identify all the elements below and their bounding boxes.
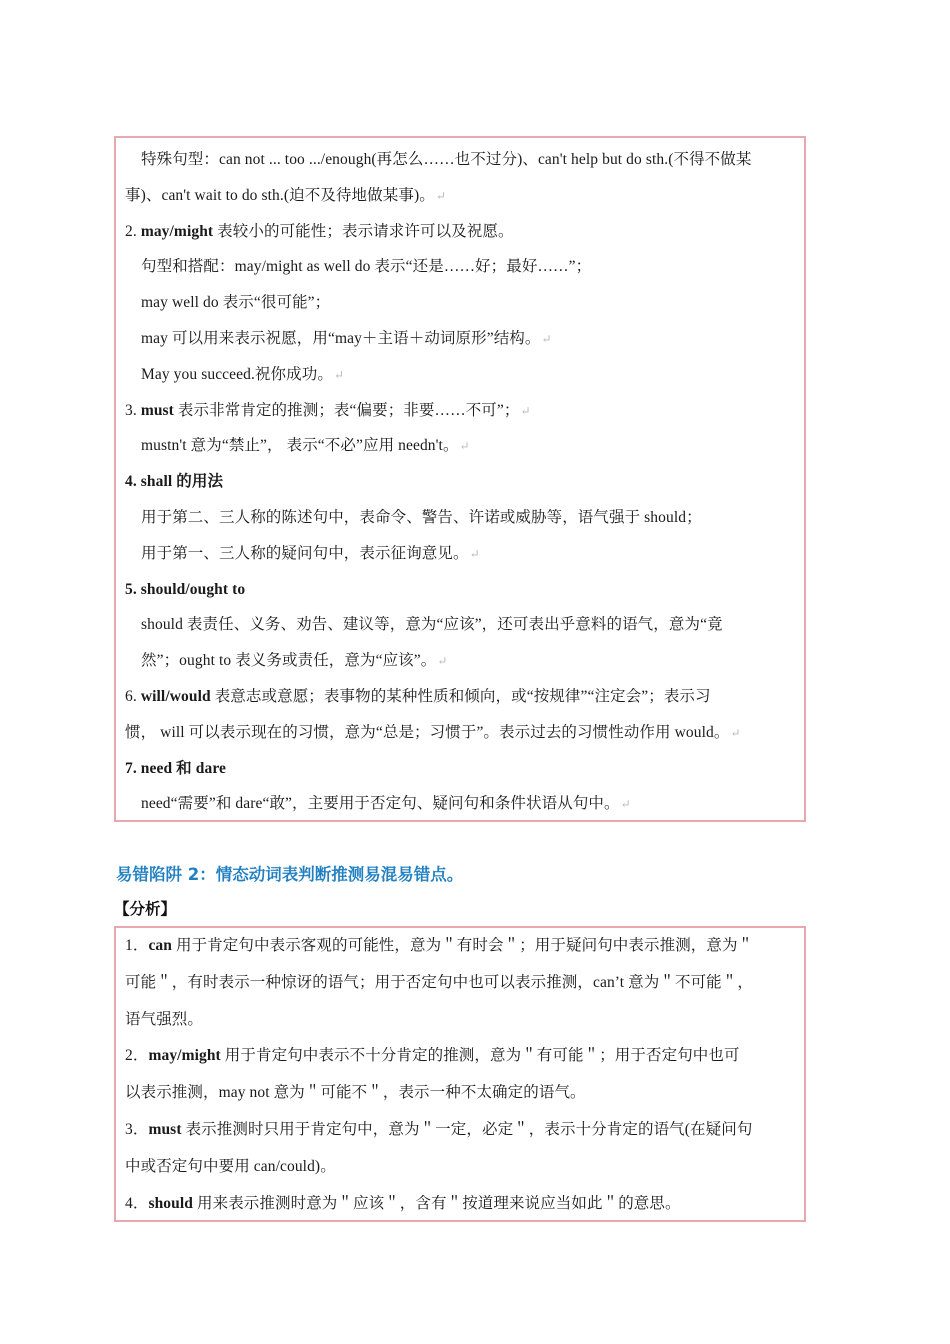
paragraph-mark: ↵ [541, 331, 552, 346]
need-dare-line: need“需要”和 dare“敢”，主要用于否定句、疑问句和条件状语从句中。↵ [141, 795, 631, 813]
inference-analysis-box [114, 926, 806, 1222]
analysis-label: 【分析】 [114, 900, 177, 918]
shall-heading: 4. shall 的用法 [125, 473, 224, 491]
may-wish-line: may 可以用来表示祝愿，用“may＋主语＋动词原形”结构。↵ [141, 329, 552, 347]
should-line: 4．should 用来表示推测时意为＂应该＂，含有＂按道理来说应当如此＂的意思。 [125, 1194, 681, 1212]
should-ought-heading: 5. should/ought to [125, 580, 246, 598]
paragraph-mark: ↵ [435, 188, 446, 203]
can-line-1: 1．can 用于肯定句中表示客观的可能性，意为＂有时会＂；用于疑问句中表示推测，意为＂ [125, 937, 754, 954]
may-might-line-2: 以表示推测，may not 意为＂可能不＂，表示一种不太确定的语气。 [125, 1084, 586, 1102]
will-would-heading: 6. will/would 表意志或意愿；表事物的某种性质和倾向，或“按规律”“注定会”；表示习 [125, 687, 711, 705]
paragraph-mark: ↵ [333, 367, 345, 382]
paragraph-mark: ↵ [437, 654, 448, 669]
paragraph-mark: ↵ [520, 403, 531, 418]
should-usage-line-2: 然”；ought to 表义务或责任，意为“应该”。↵ [141, 652, 448, 670]
may-example-line: May you succeed.祝你成功。↵ [141, 365, 345, 383]
section-heading: 易错陷阱 2：情态动词表判断推测易混易错点。 [116, 865, 464, 884]
paragraph-mark: ↵ [459, 439, 470, 454]
shall-usage-line-1: 用于第二、三人称的陈述句中，表命令、警告、许诺或威胁等，语气强于 should； [141, 508, 702, 526]
paragraph-mark: ↵ [469, 546, 480, 561]
may-well-line: may well do 表示“很可能”； [141, 294, 331, 312]
will-would-line-2: 惯， will 可以表示现在的习惯，意为“总是；习惯于”。表示过去的习惯性动作用 would。↵ [125, 723, 741, 741]
may-might-heading: 2. may/might 表较小的可能性；表示请求许可以及祝愿。 [125, 222, 514, 240]
paragraph-mark: ↵ [620, 797, 631, 812]
may-might-pattern-line: 句型和搭配：may/might as well do 表示“还是……好；最好……”； [141, 258, 592, 276]
need-dare-heading: 7. need 和 dare [125, 759, 226, 777]
must-heading: 3. must 表示非常肯定的推测；表“偏要；非要……不可”；↵ [125, 401, 531, 419]
modal-verbs-usage-box [114, 136, 806, 822]
can-line-3: 语气强烈。 [125, 1010, 204, 1028]
should-usage-line-1: should 表责任、义务、劝告、建议等，意为“应该”，还可表出乎意料的语气，意为“竟 [141, 616, 723, 634]
may-might-line-1: 2．may/might 用于肯定句中表示不十分肯定的推测，意为＂有可能＂；用于否定句中也可 [125, 1047, 740, 1065]
must-line-2: 中或否定句中要用 can/could)。 [125, 1157, 336, 1175]
mustnt-line: mustn't 意为“禁止”， 表示“不必”应用 needn't。↵ [141, 437, 470, 455]
must-line-1: 3．must 表示推测时只用于肯定句中，意为＂一定，必定＂，表示十分肯定的语气(在疑问句 [125, 1120, 753, 1138]
paragraph-mark: ↵ [730, 725, 741, 740]
can-line-2: 可能＂，有时表示一种惊讶的语气；用于否定句中也可以表示推测，can’t 意为＂不可能＂， [125, 973, 753, 991]
special-sentence-line-2: 事)、can't wait to do sth.(迫不及待地做某事)。↵ [125, 186, 446, 204]
special-sentence-line-1: 特殊句型：can not ... too .../enough(再怎么……也不过分)、can't help but do sth.(不得不做某 [141, 151, 752, 168]
shall-usage-line-2: 用于第一、三人称的疑问句中，表示征询意见。↵ [141, 544, 480, 562]
